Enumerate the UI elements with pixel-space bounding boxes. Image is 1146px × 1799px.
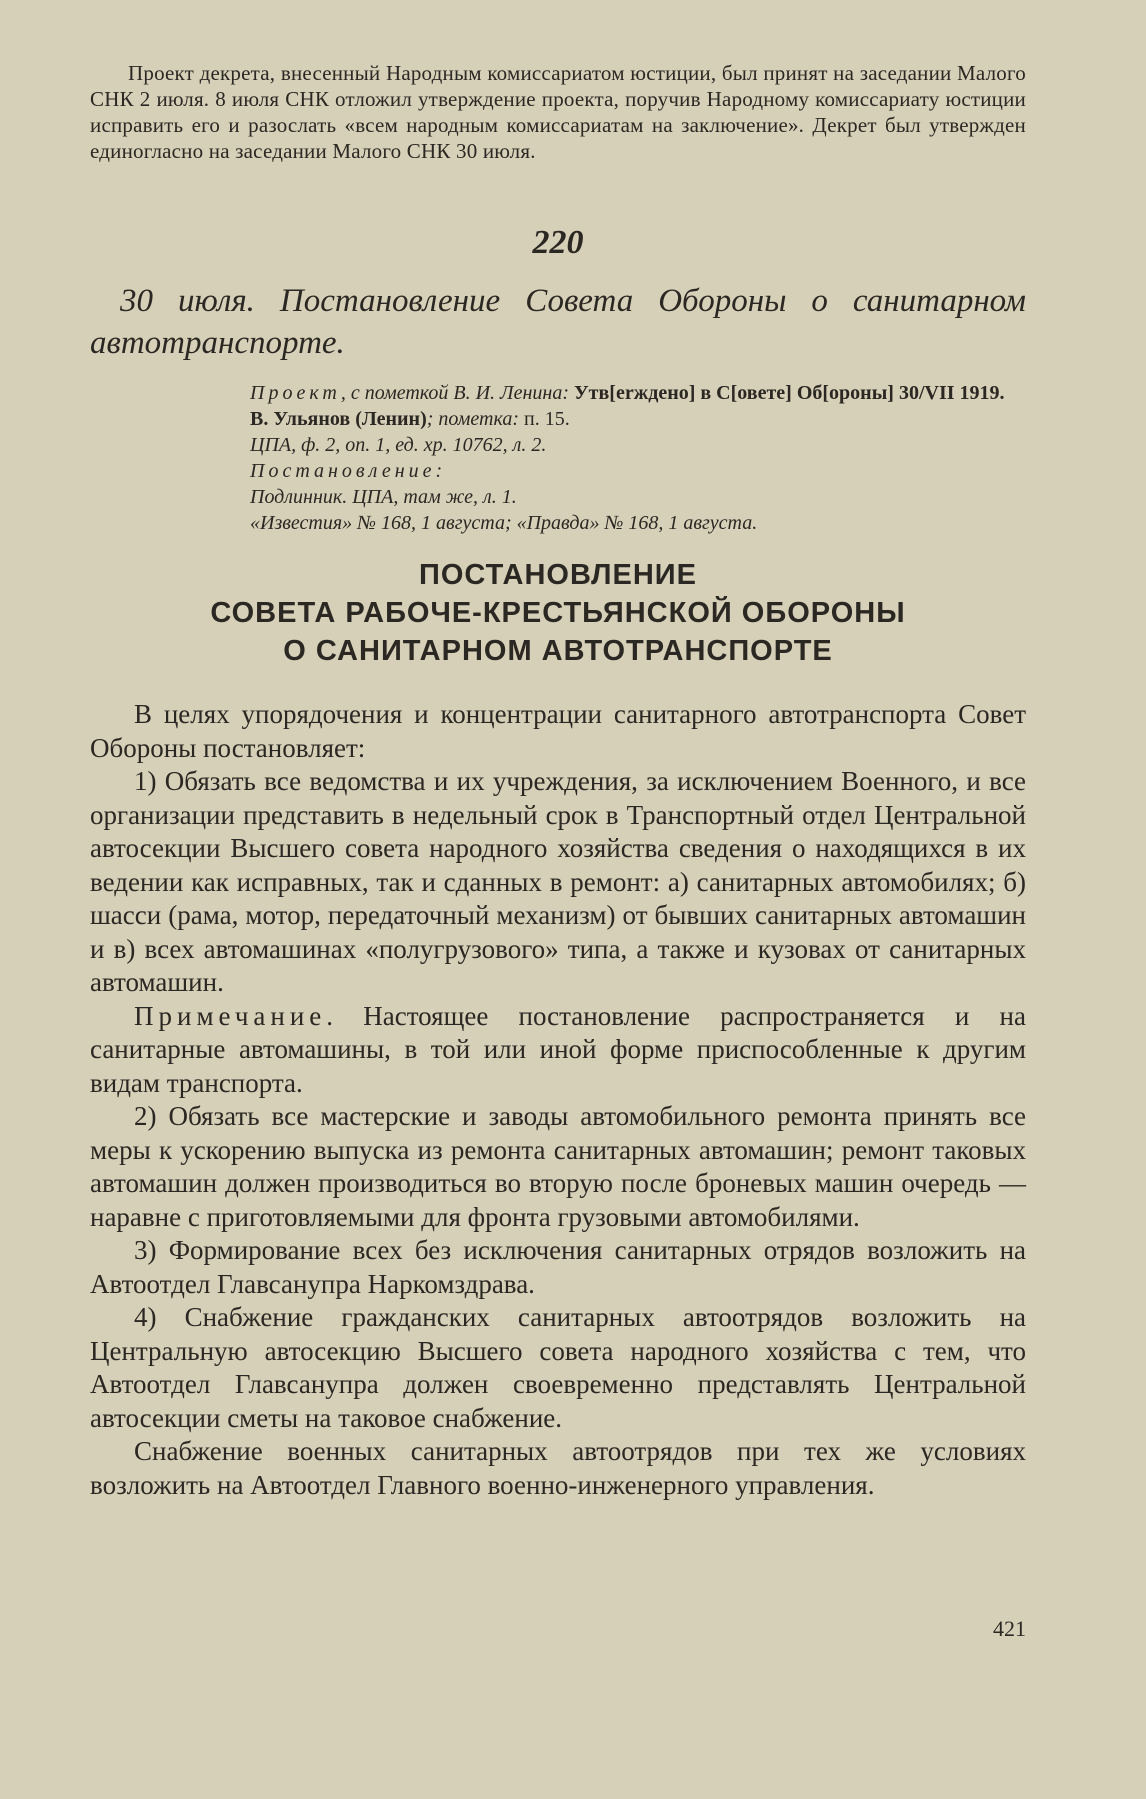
resolution-item-4: 4) Снабжение гражданских санитарных автоотрядов возложить на Центральную автосекцию Высшего совета народного хозяйства с тем, что Автоотдел Главсанупра должен своевременно представлять Центральной автосекции сметы на таковое снабжение. <box>90 1302 1026 1433</box>
archival-sources <box>250 380 1026 536</box>
title-line-2: СОВЕТА РАБОЧЕ-КРЕСТЬЯНСКОЙ ОБОРОНЫ <box>210 597 906 629</box>
note-text: . Настоящее постановление распространяется и на санитарные автомашины, в той или иной форме приспособленные к другим видам транспорта. <box>90 1000 1026 1098</box>
title-line-3: О САНИТАРНОМ АВТОТРАНСПОРТЕ <box>283 635 833 667</box>
resolution-body <box>90 698 1026 1502</box>
resolution-intro: В целях упорядочения и концентрации санитарного автотранспорта Совет Обороны постановляет: <box>90 699 1026 763</box>
resolution-title <box>90 556 1026 670</box>
resolution-item-2: 2) Обязать все мастерские и заводы автомобильного ремонта принять все меры к ускорению выпуска из ремонта санитарных автомашин; ремонт таковых автомашин должен производиться во вторую после броневых машин очередь — наравне с приготовляемыми для фронта грузовыми автомобилями. <box>90 1101 1026 1232</box>
previous-document-note: Проект декрета, внесенный Народным комиссариатом юстиции, был принят на заседании Малого СНК 2 июля. 8 июля СНК отложил утверждение проекта, поручив Народному комиссариату юстиции исправить его и разослать «всем народным комиссариатам на заключение». Декрет был утвержден единогласно на заседании Малого СНК 30 июля. <box>90 61 1026 163</box>
source-resolution-label: Постановление: <box>250 460 447 482</box>
document-number: 220 <box>532 224 584 261</box>
draft-desc: , с пометкой В. И. Ленина: <box>340 382 574 404</box>
mark-value: п. 15. <box>524 408 570 430</box>
mark-label: ; пометка: <box>426 408 524 430</box>
resolution-item-1: 1) Обязать все ведомства и их учреждения, за исключением Военного, и все организации представить в недельный срок в Транспортный отдел Центральной автосекции Высшего совета народного хозяйства сведения о находящихся в их ведении как исправных, так и сданных в ремонт: а) санитарных автомобилях; б) шасси (рама, мотор, передаточный механизм) от бывших санитарных автомашин и в) всех автомашинах «полугрузового» типа, а также и кузовах от санитарных автомашин. <box>90 766 1026 997</box>
note-label: Примечание <box>134 1000 327 1031</box>
page-number: 421 <box>993 1616 1026 1641</box>
source-original-ref: Подлинник. ЦПА, там же, л. 1. <box>250 486 517 508</box>
resolution-note <box>90 1000 1026 1101</box>
draft-label: Проект <box>250 382 341 404</box>
document-heading: 30 июля. Постановление Совета Обороны о санитарном автотранспорте. <box>90 283 1026 361</box>
source-publication-ref: «Известия» № 168, 1 августа; «Правда» № 168, 1 августа. <box>250 512 758 534</box>
title-line-1: ПОСТАНОВЛЕНИЕ <box>419 559 697 591</box>
source-draft-line <box>250 380 1026 432</box>
lenin-approval-mark: Утв[erждено] в С[овете] Об[ороны] 30/VII 1919. В. Ульянов (Ленин) <box>250 382 1005 430</box>
resolution-item-3: 3) Формирование всех без исключения санитарных отрядов возложить на Автоотдел Главсанупра Наркомздрава. <box>90 1235 1026 1299</box>
source-archive-ref: ЦПА, ф. 2, оп. 1, ед. хр. 10762, л. 2. <box>250 434 547 456</box>
resolution-final-paragraph: Снабжение военных санитарных автоотрядов при тех же условиях возложить на Автоотдел Главного военно-инженерного управления. <box>90 1436 1026 1500</box>
